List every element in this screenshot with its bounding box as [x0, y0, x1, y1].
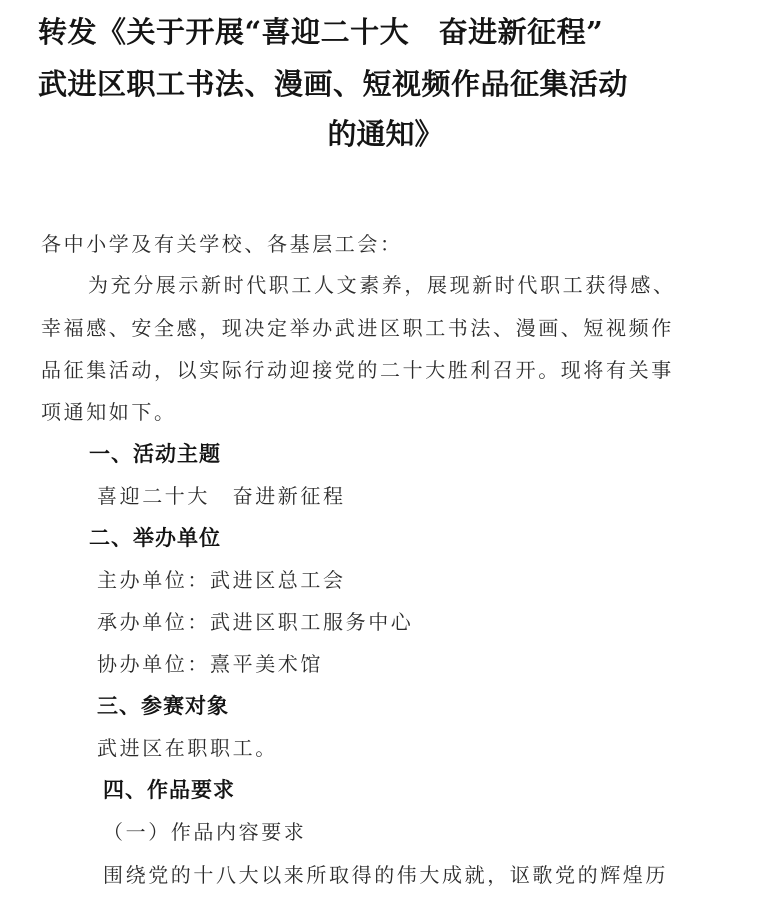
section-3-content: 武进区在职职工。 — [97, 736, 278, 760]
organizer-unit: 承办单位：武进区职工服务中心 — [97, 610, 414, 634]
document-title-line-3: 的通知》 — [327, 117, 444, 151]
section-4-sub1-line-1: 围绕党的十八大以来所取得的伟大成就，讴歌党的辉煌历 — [103, 863, 668, 887]
section-1-heading: 一、活动主题 — [89, 442, 221, 466]
intro-line-4: 项通知如下。 — [41, 400, 177, 424]
section-2-heading: 二、举办单位 — [89, 526, 221, 550]
intro-line-3: 品征集活动，以实际行动迎接党的二十大胜利召开。现将有关事 — [41, 358, 674, 382]
document-title-line-2: 武进区职工书法、漫画、短视频作品征集活动 — [38, 67, 629, 101]
host-unit: 主办单位：武进区总工会 — [97, 568, 346, 592]
salutation: 各中小学及有关学校、各基层工会： — [41, 232, 403, 256]
section-1-content: 喜迎二十大 奋进新征程 — [97, 484, 346, 508]
intro-line-1: 为充分展示新时代职工人文素养，展现新时代职工获得感、 — [88, 273, 676, 297]
section-4-heading: 四、作品要求 — [103, 778, 235, 802]
section-4-subheading-1: （一）作品内容要求 — [103, 820, 307, 844]
document-title-line-1: 转发《关于开展“喜迎二十大 奋进新征程” — [38, 15, 604, 49]
section-3-heading: 三、参赛对象 — [97, 694, 229, 718]
co-organizer-unit: 协办单位：熹平美术馆 — [97, 652, 323, 676]
intro-line-2: 幸福感、安全感，现决定举办武进区职工书法、漫画、短视频作 — [41, 316, 674, 340]
